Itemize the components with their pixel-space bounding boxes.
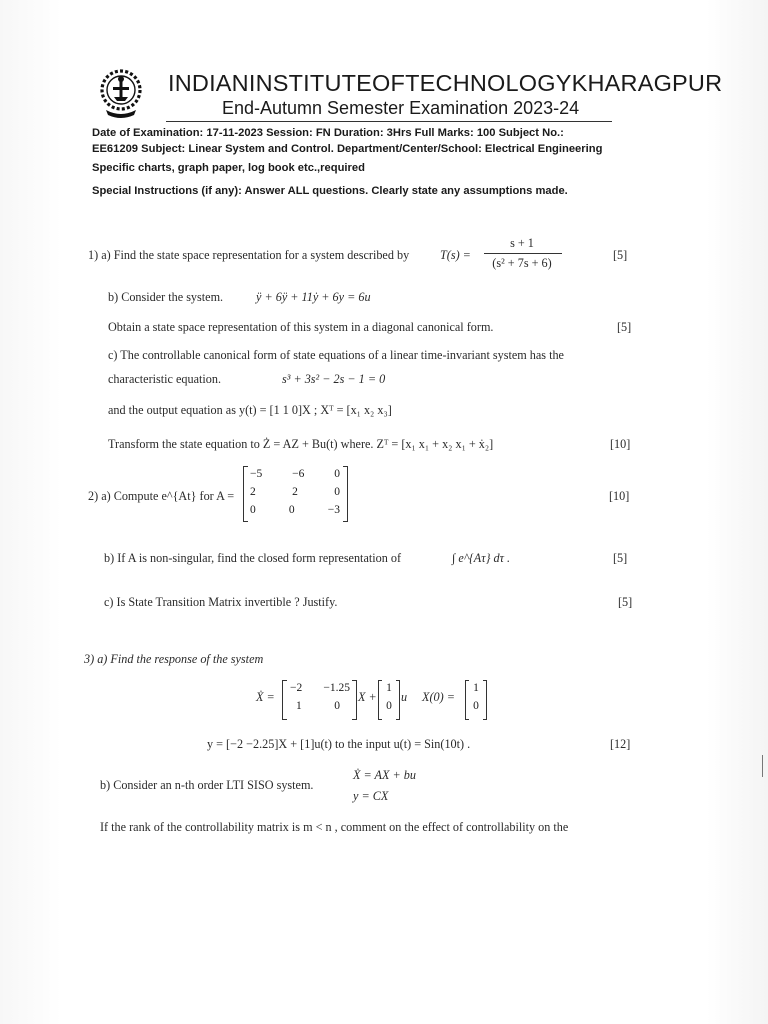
- q1c-output-eq: and the output equation as y(t) = [1 1 0]X ; Xᵀ = [x₁ x₂ x₃]: [108, 403, 392, 417]
- q2b-text: b) If A is non-singular, find the closed form representation of: [104, 551, 402, 565]
- q3a-u: u: [401, 690, 408, 704]
- q3a-A-left-bracket: [282, 680, 287, 720]
- matrix-cell: 0: [334, 468, 340, 480]
- q3a-A-row: [290, 682, 350, 700]
- special-instructions: Special Instructions (if any): Answer ALL questions. Clearly state any assumptions made.: [92, 185, 568, 197]
- header-rule: [166, 121, 612, 122]
- matrix-cell: 0: [334, 486, 340, 498]
- vector-cell: 0: [473, 700, 479, 712]
- q3a-A-row: [290, 700, 350, 718]
- q1c-characteristic-eq: s³ + 3s² − 2s − 1 = 0: [282, 372, 386, 386]
- q1a-fraction-bar: [484, 253, 562, 254]
- q1b-marks: [5]: [617, 320, 632, 334]
- q3a-B-left-bracket: [378, 680, 382, 720]
- q1c-marks: [10]: [610, 437, 631, 451]
- q2a-text: 2) a) Compute e^{At} for A =: [88, 489, 235, 503]
- q3b-state-eq: Ẋ = AX + bu: [353, 768, 416, 782]
- q2c-marks: [5]: [618, 595, 633, 609]
- q3a-output-eq: y = [−2 −2.25]X + [1]u(t) to the input u(t) = Sin(10t) .: [207, 737, 471, 751]
- q1c-line-2: characteristic equation.: [108, 372, 222, 386]
- q3a-text: 3) a) Find the response of the system: [84, 652, 264, 666]
- matrix-cell: 1: [296, 700, 302, 712]
- q1c-line-1: c) The controllable canonical form of state equations of a linear time-invariant system has the: [108, 348, 564, 362]
- institute-name: INDIANINSTITUTEOFTECHNOLOGYKHARAGPUR: [168, 70, 723, 96]
- matrix-cell: −5: [250, 468, 263, 480]
- scan-edge-mark: [762, 755, 763, 777]
- q2a-matrix-row: [250, 486, 340, 504]
- q1b-equation: ÿ + 6ÿ + 11ẏ + 6y = 6u: [256, 290, 371, 304]
- q1b-text: b) Consider the system.: [108, 290, 224, 304]
- matrix-cell: 0: [288, 504, 295, 516]
- q3b-output-eq: y = CX: [353, 789, 389, 803]
- q1a-tf-denominator: (s² + 7s + 6): [492, 256, 552, 270]
- q1a-marks: [5]: [613, 248, 628, 262]
- q2a-matrix-row: [250, 468, 340, 486]
- q3a-x0-vector: [470, 682, 482, 718]
- q1a-tf-numerator: s + 1: [510, 236, 534, 250]
- q3a-A-right-bracket: [352, 680, 357, 720]
- matrix-cell: −3: [327, 504, 340, 516]
- q2a-matrix-left-bracket: [243, 466, 248, 522]
- q3a-x-plus: X +: [358, 690, 377, 704]
- q1a-tf-lhs: T(s) =: [440, 248, 471, 262]
- iit-kharagpur-logo-icon: [98, 68, 144, 120]
- vector-cell: 1: [473, 682, 479, 694]
- q1a-text: 1) a) Find the state space representation for a system described by: [88, 248, 410, 262]
- matrix-cell: 2: [292, 486, 298, 498]
- matrix-cell: −1.25: [323, 682, 350, 694]
- q2a-matrix: [250, 468, 340, 522]
- q1b-obtain: Obtain a state space representation of this system in a diagonal canonical form.: [108, 320, 494, 334]
- q3a-marks: [12]: [610, 737, 631, 751]
- vector-cell: 0: [386, 700, 392, 712]
- q2a-matrix-row: [250, 504, 340, 522]
- q2b-marks: [5]: [613, 551, 628, 565]
- q3a-x0-right-bracket: [483, 680, 487, 720]
- q3a-B-right-bracket: [396, 680, 400, 720]
- exam-title: End-Autumn Semester Examination 2023-24: [222, 98, 580, 118]
- q3b-text: b) Consider an n-th order LTI SISO system.: [100, 778, 314, 792]
- matrix-cell: −6: [292, 468, 305, 480]
- matrix-cell: 2: [250, 486, 256, 498]
- q3a-B-vector: [383, 682, 395, 718]
- q3a-x0: X(0) =: [422, 690, 455, 704]
- matrix-cell: −2: [290, 682, 303, 694]
- vector-cell: 1: [386, 682, 392, 694]
- exam-info-line-3: Specific charts, graph paper, log book etc.,required: [92, 162, 365, 174]
- q3a-xdot: Ẋ =: [256, 690, 275, 704]
- q2b-integral: ∫ e^{Aτ} dτ .: [452, 551, 511, 565]
- exam-info-line-1: Date of Examination: 17-11-2023 Session: FN Duration: 3Hrs Full Marks: 100 Subject No.:: [92, 127, 564, 139]
- q3a-A-matrix: [290, 682, 350, 718]
- q2a-marks: [10]: [609, 489, 630, 503]
- q2a-matrix-right-bracket: [343, 466, 348, 522]
- exam-info-line-2: EE61209 Subject: Linear System and Control. Department/Center/School: Electrical Engineering: [92, 143, 603, 155]
- q3b-last-line: If the rank of the controllability matrix is m < n , comment on the effect of controllability on the: [100, 820, 569, 834]
- q3a-x0-left-bracket: [465, 680, 469, 720]
- q1c-transform: Transform the state equation to Ż = AZ + Bu(t) where. Zᵀ = [x₁ x₁ + x₂ x₁ + ẋ₂]: [108, 437, 494, 451]
- matrix-cell: 0: [250, 504, 256, 516]
- q2c-text: c) Is State Transition Matrix invertible ? Justify.: [104, 595, 338, 609]
- matrix-cell: 0: [334, 700, 340, 712]
